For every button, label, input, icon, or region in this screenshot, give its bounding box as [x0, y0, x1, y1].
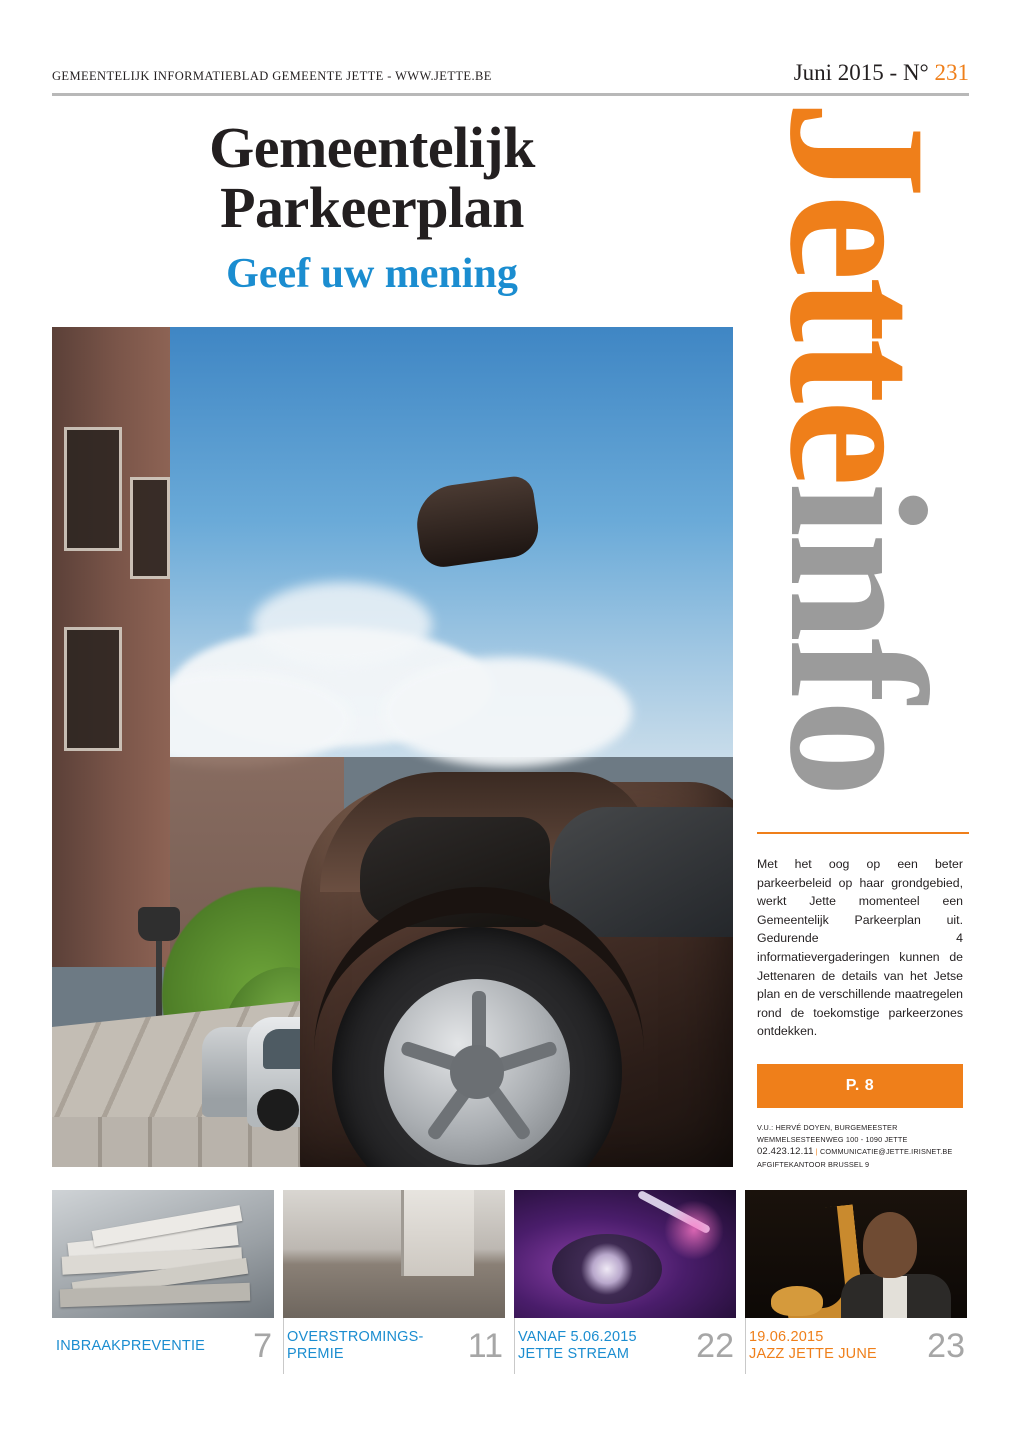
colophon-separator: |	[813, 1147, 820, 1157]
photo-window	[130, 477, 170, 579]
teaser-label	[749, 1329, 877, 1363]
masthead-publication-line: GEMEENTELIJK INFORMATIEBLAD GEMEENTE JETTE - WWW.JETTE.BE	[52, 69, 492, 83]
teaser-thumbnail-papers	[52, 1190, 274, 1318]
thumb-musician-face	[863, 1212, 917, 1278]
teaser-thumb-art	[514, 1190, 736, 1318]
colophon-post-office: AFGIFTEKANTOOR BRUSSEL 9	[757, 1159, 870, 1169]
teaser-label	[518, 1329, 637, 1363]
thumb-stage-light	[664, 1200, 724, 1260]
teaser-thumbnail-turntable	[514, 1190, 736, 1318]
teaser-label-line2: PREMIE	[287, 1346, 344, 1362]
thumb-saxophone-bell	[771, 1286, 823, 1316]
jetteinfo-logo	[745, 100, 969, 820]
colophon-contact	[757, 1146, 967, 1158]
teaser-page-number: 11	[467, 1327, 503, 1365]
headline-title-line2: Parkeerplan	[220, 175, 524, 240]
teaser-label-line2: JAZZ JETTE JUNE	[749, 1346, 877, 1362]
colophon	[757, 1122, 967, 1171]
photo-wheel-spoke	[478, 1040, 558, 1078]
teaser-inbraakpreventie[interactable]	[52, 1190, 274, 1374]
teaser-jette-stream[interactable]	[514, 1190, 736, 1374]
teaser-label	[287, 1329, 424, 1363]
photo-cloud	[252, 582, 432, 667]
photo-car-wheel	[257, 1089, 299, 1131]
teaser-page-number: 22	[696, 1327, 734, 1365]
jetteinfo-logo-text	[745, 100, 969, 820]
masthead-issue-date	[794, 60, 969, 86]
photo-wheel-spoke	[474, 1069, 532, 1142]
colophon-email: COMMUNICATIE@JETTE.IRISNET.BE	[819, 1147, 953, 1157]
teaser-caption	[52, 1318, 274, 1374]
photo-cloud	[382, 657, 632, 767]
teaser-page-number: 7	[253, 1327, 272, 1365]
teaser-thumbnail-flooded-room	[283, 1190, 505, 1318]
teaser-label-line2: JETTE STREAM	[518, 1346, 630, 1362]
photo-wheel-spoke	[400, 1040, 480, 1078]
teaser-thumb-art	[52, 1190, 274, 1318]
cover-headline	[52, 115, 692, 297]
masthead-date-text: Juni 2015 - N°	[793, 60, 935, 85]
teaser-thumb-art	[283, 1190, 505, 1318]
photo-car-alloy-hub	[384, 979, 570, 1165]
header-divider	[52, 93, 969, 96]
headline-title-line1: Gemeentelijk	[209, 115, 535, 180]
teaser-label-line1: VANAF 5.06.2015	[518, 1329, 637, 1345]
thumb-doorway	[401, 1190, 474, 1276]
cover-photo-parked-cars	[52, 327, 733, 1167]
cover-intro-text: Met het oog op een beter parkeerbeleid op haar grondgebied, werkt Jette momenteel een Gemeentelijk Parkeerplan uit. Gedurende 4 informatievergaderingen kunnen de Jettenaren de details van het Jetse plan en de verschillende maatregelen rond de toekomstige parkeerzones ontdekken.	[757, 857, 963, 1039]
teaser-label-line1: 19.06.2015	[749, 1329, 824, 1345]
logo-jette-part: Jette	[749, 100, 966, 483]
colophon-address: WEMMELSESTEENWEG 100 - 1090 JETTE	[757, 1135, 908, 1145]
headline-title	[52, 115, 692, 240]
photo-left-building	[52, 327, 170, 967]
thumb-vinyl-record	[552, 1234, 662, 1304]
teaser-jazz-jette-june[interactable]	[745, 1190, 967, 1374]
teaser-caption	[514, 1318, 736, 1374]
teaser-page-number: 23	[927, 1327, 965, 1365]
photo-window	[64, 627, 122, 751]
teaser-caption	[283, 1318, 505, 1374]
cover-teaser-strip	[52, 1190, 969, 1374]
teaser-caption	[745, 1318, 967, 1374]
logo-underline	[757, 832, 969, 834]
page-reference-badge[interactable]: P. 8	[757, 1064, 963, 1108]
photo-window	[64, 427, 122, 551]
photo-ground-shadow	[282, 1165, 732, 1167]
colophon-phone: 02.423.12.11	[757, 1146, 814, 1158]
thumb-musician-shirt	[883, 1276, 907, 1318]
photo-street-lamp-head	[138, 907, 180, 941]
masthead	[52, 60, 969, 86]
logo-info-part: info	[749, 482, 966, 794]
photo-wheel-spoke	[472, 991, 486, 1071]
headline-subtitle: Geef uw mening	[226, 251, 518, 297]
teaser-label: INBRAAKPREVENTIE	[56, 1337, 206, 1354]
teaser-overstromingspremie[interactable]	[283, 1190, 505, 1374]
teaser-thumbnail-saxophonist	[745, 1190, 967, 1318]
colophon-publisher: V.U.: HERVÉ DOYEN, BURGEMEESTER	[757, 1123, 898, 1132]
masthead-issue-number: 231	[934, 60, 969, 85]
teaser-thumb-art	[745, 1190, 967, 1318]
photo-wheel-spoke	[426, 1069, 484, 1142]
teaser-label-line1: OVERSTROMINGS-	[287, 1329, 424, 1345]
